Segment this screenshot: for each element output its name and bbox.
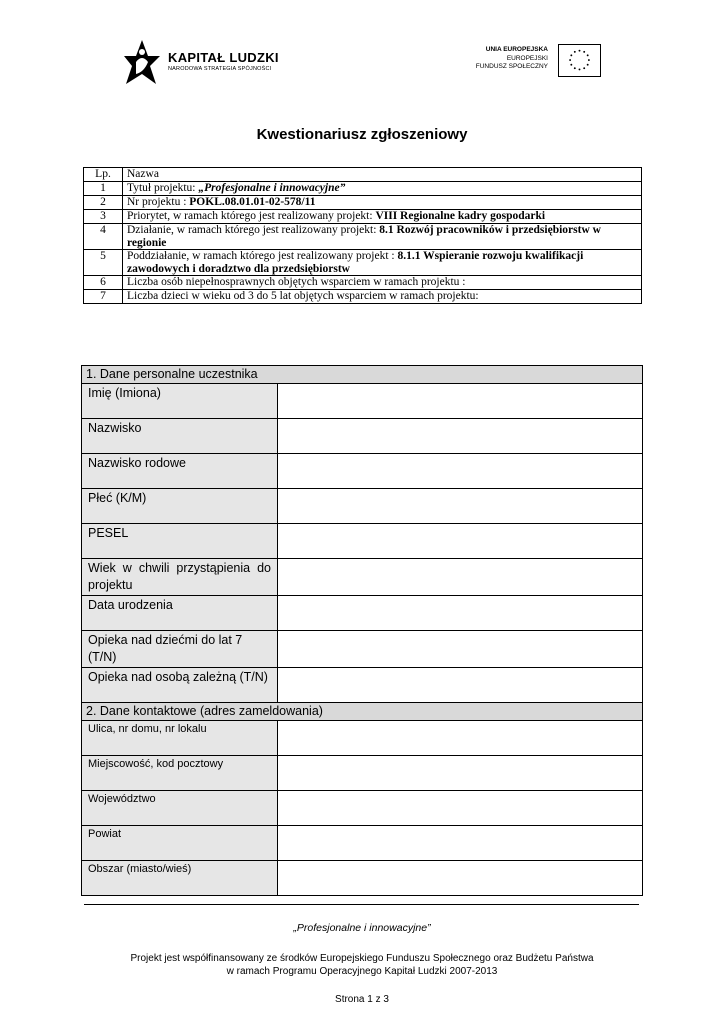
row-text: [123, 224, 642, 250]
voivodeship-label: Województwo: [82, 791, 278, 826]
section-contact-data-header: 2. Dane kontaktowe (adres zameldowania): [82, 703, 643, 721]
footer-divider: [84, 904, 639, 905]
row-label: Działanie, w ramach którego jest realizowany projekt:: [127, 224, 380, 236]
eu-logo-line3: FUNDUSZ SPOŁECZNY: [475, 63, 548, 70]
row-label: Poddziałanie, w ramach którego jest realizowany projekt :: [127, 250, 398, 262]
row-number: 4: [84, 224, 123, 250]
form-row: [82, 489, 643, 524]
footer-info-line2: w ramach Programu Operacyjnego Kapitał Ludzki 2007-2013: [226, 966, 498, 977]
form-row: [82, 631, 643, 668]
county-field[interactable]: [278, 826, 643, 861]
last-name-label: Nazwisko: [82, 419, 278, 454]
form-row: [82, 826, 643, 861]
table-header-row: [84, 168, 642, 182]
table-row: [84, 290, 642, 304]
table-row: [84, 250, 642, 276]
childcare-label: Opieka nad dziećmi do lat 7 (T/N): [82, 631, 278, 668]
first-name-label: Imię (Imiona): [82, 384, 278, 419]
table-row: [84, 224, 642, 250]
footer-motto: „Profesjonalne i innowacyjne”: [293, 922, 431, 934]
section-personal-data-header: 1. Dane personalne uczestnika: [82, 366, 643, 384]
section-header-row: [82, 366, 643, 384]
page-number: Strona 1 z 3: [335, 994, 389, 1005]
row-value: 8.1.1 Wspieranie rozwoju kwalifikacji zawodowych i doradztwo dla przedsiębiorstw: [127, 250, 584, 275]
street-field[interactable]: [278, 721, 643, 756]
family-name-label: Nazwisko rodowe: [82, 454, 278, 489]
dependent-care-label: Opieka nad osobą zależną (T/N): [82, 668, 278, 703]
row-label: Nr projektu :: [127, 196, 190, 208]
row-text: Liczba dzieci w wieku od 3 do 5 lat objętych wsparciem w ramach projektu:: [123, 290, 642, 304]
last-name-field[interactable]: [278, 419, 643, 454]
birth-date-label: Data urodzenia: [82, 596, 278, 631]
form-row: [82, 791, 643, 826]
gender-label: Płeć (K/M): [82, 489, 278, 524]
dependent-care-field[interactable]: [278, 668, 643, 703]
eu-logo: [468, 44, 608, 80]
row-value: 8.1 Rozwój pracowników i przedsiębiorstw w regionie: [127, 224, 601, 249]
table-row: [84, 210, 642, 224]
row-text: [123, 250, 642, 276]
row-value: „Profesjonalne i innowacyjne”: [198, 182, 346, 194]
first-name-field[interactable]: [278, 384, 643, 419]
area-field[interactable]: [278, 861, 643, 896]
form-row: [82, 454, 643, 489]
row-text: Liczba osób niepełnosprawnych objętych wsparciem w ramach projektu :: [123, 276, 642, 290]
column-header-name: Nazwa: [123, 168, 642, 182]
footer-funding-info: [0, 952, 724, 978]
form-row: [82, 861, 643, 896]
city-postcode-field[interactable]: [278, 756, 643, 791]
form-row: [82, 596, 643, 631]
age-label: Wiek w chwili przystąpienia do projektu: [82, 559, 278, 596]
row-number: 6: [84, 276, 123, 290]
row-text: [123, 182, 642, 196]
row-value: POKL.08.01.01-02-578/11: [189, 196, 316, 208]
table-row: [84, 182, 642, 196]
family-name-field[interactable]: [278, 454, 643, 489]
column-header-lp: Lp.: [84, 168, 123, 182]
row-text: [123, 210, 642, 224]
table-row: [84, 196, 642, 210]
form-row: [82, 756, 643, 791]
form-row: [82, 419, 643, 454]
project-info-table: [83, 167, 642, 304]
participant-form-table: [81, 365, 643, 896]
row-label: Priorytet, w ramach którego jest realizowany projekt:: [127, 210, 376, 222]
footer-info-line1: Projekt jest współfinansowany ze środków Europejskiego Funduszu Społecznego oraz Budżetu Państwa: [130, 953, 594, 964]
section-header-row: [82, 703, 643, 721]
row-label: Tytuł projektu:: [127, 182, 199, 194]
kapital-ludzki-logo: [122, 36, 292, 88]
eu-logo-line1: UNIA EUROPEJSKA: [485, 46, 548, 53]
document-title: Kwestionariusz zgłoszeniowy: [256, 126, 468, 143]
kapital-ludzki-title: KAPITAŁ LUDZKI: [168, 50, 279, 65]
row-text: [123, 196, 642, 210]
row-number: 3: [84, 210, 123, 224]
area-label: Obszar (miasto/wieś): [82, 861, 278, 896]
row-number: 2: [84, 196, 123, 210]
city-postcode-label: Miejscowość, kod pocztowy: [82, 756, 278, 791]
eu-logo-text: [476, 46, 548, 72]
pesel-label: PESEL: [82, 524, 278, 559]
childcare-field[interactable]: [278, 631, 643, 668]
gender-field[interactable]: [278, 489, 643, 524]
row-number: 1: [84, 182, 123, 196]
street-label: Ulica, nr domu, nr lokalu: [82, 721, 278, 756]
county-label: Powiat: [82, 826, 278, 861]
eu-stars-flag-icon: [558, 44, 601, 77]
kapital-ludzki-star-icon: [122, 36, 162, 86]
form-row: [82, 668, 643, 703]
eu-logo-line2: EUROPEJSKI: [506, 54, 548, 62]
row-value: VIII Regionalne kadry gospodarki: [375, 210, 546, 222]
pesel-field[interactable]: [278, 524, 643, 559]
kapital-ludzki-subtitle: NARODOWA STRATEGIA SPÓJNOŚCI: [168, 66, 272, 72]
age-field[interactable]: [278, 559, 643, 596]
form-row: [82, 384, 643, 419]
table-row: [84, 276, 642, 290]
voivodeship-field[interactable]: [278, 791, 643, 826]
form-row: [82, 559, 643, 596]
form-row: [82, 721, 643, 756]
form-row: [82, 524, 643, 559]
row-number: 7: [84, 290, 123, 304]
birth-date-field[interactable]: [278, 596, 643, 631]
row-number: 5: [84, 250, 123, 276]
